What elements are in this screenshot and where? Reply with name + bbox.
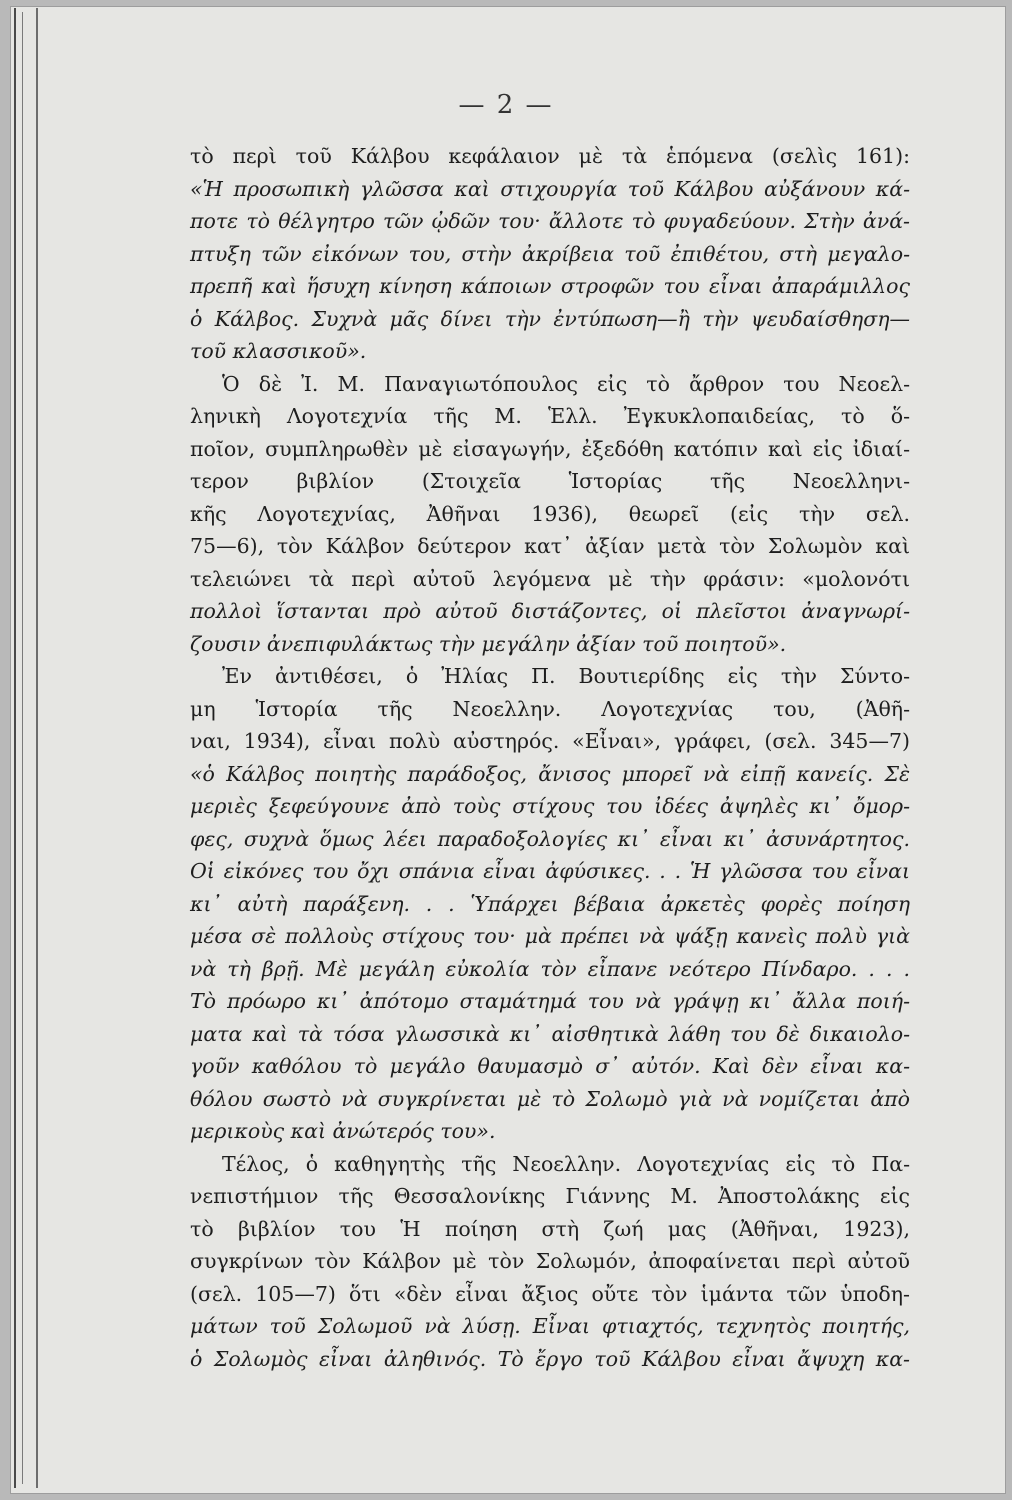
text-line: «Ἡ προσωπικὴ γλῶσσα καὶ στιχουργία τοῦ Κάλβου αὐξάνουν κά- [190,176,910,201]
text-line: πολλοὶ ἵστανται πρὸ αὐτοῦ διστάζοντες, οἱ πλεῖστοι ἀναγνωρί- [190,599,910,623]
text-line: νεπιστήμιον τῆς Θεσσαλονίκης Γιάννης Μ. Ἀποστολάκης εἰς [190,1184,910,1208]
text-line: Τέλος, ὁ καθηγητὴς τῆς Νεοελλην. Λογοτεχνίας εἰς τὸ Πα- [222,1151,910,1176]
text-line: ματα καὶ τὰ τόσα γλωσσικὰ κι᾽ αἰσθητικὰ λάθη του δὲ δικαιολο- [190,1021,910,1046]
text-line: συγκρίνων τὸν Κάλβον μὲ τὸν Σολωμόν, ἀποφαίνεται περὶ αὐτοῦ [190,1249,910,1273]
text-line: ὁ Σολωμὸς εἶναι ἀληθινός. Τὸ ἔργο τοῦ Κάλβου εἶναι ἄψυχη κα- [190,1346,910,1371]
text-line: μάτων τοῦ Σολωμοῦ νὰ λύσῃ. Εἶναι φτιαχτός, τεχνητὸς ποιητής, [190,1314,910,1338]
text-line: ποτε τὸ θέλγητρο τῶν ᾠδῶν του· ἄλλοτε τὸ φυγαδεύουν. Στὴν ἀνά- [190,209,910,233]
text-line: τελειώνει τὰ περὶ αὐτοῦ λεγόμενα μὲ τὴν φράσιν: «μολονότι [190,566,910,591]
text-line: κῆς Λογοτεχνίας, Ἀθῆναι 1936), θεωρεῖ (εἰς τὴν σελ. [190,501,910,526]
page-edges-inner [22,12,31,1484]
text-line: μέσα σὲ πολλοὺς στίχους του· μὰ πρέπει νὰ ψάξῃ κανεὶς πολὺ γιὰ [190,924,910,948]
text-line: κι᾽ αὐτὴ παράξενη. . . Ὑπάρχει βέβαια ἀρκετὲς φορὲς ποίηση [190,891,910,916]
text-line: τοῦ κλασσικοῦ». [190,339,367,363]
text-line: 75—6), τὸν Κάλβον δεύτερον κατ᾽ ἀξίαν μετὰ τὸν Σολωμὸν καὶ [190,534,910,558]
text-line: «ὁ Κάλβος ποιητὴς παράδοξος, ἄνισος μπορεῖ νὰ εἰπῇ κανείς. Σὲ [190,761,910,786]
text-line: Ὁ δὲ Ἰ. Μ. Παναγιωτόπουλος εἰς τὸ ἄρθρον του Νεοελ- [222,371,910,396]
text-line: (σελ. 105—7) ὅτι «δὲν εἶναι ἄξιος οὔτε τὸν ἱμάντα τῶν ὑποδη- [190,1281,910,1306]
text-line: ὁ Κάλβος. Συχνὰ μᾶς δίνει τὴν ἐντύπωση—ἢ τὴν ψευδαίσθηση— [190,306,910,331]
text-line: τὸ περὶ τοῦ Κάλβου κεφάλαιον μὲ τὰ ἑπόμενα (σελὶς 161): [190,144,910,168]
text-line: ναι, 1934), εἶναι πολὺ αὐστηρός. «Εἶναι», γράφει, (σελ. 345—7) [190,729,910,753]
text-line: μερικοὺς καὶ ἀνώτερός του». [190,1119,496,1143]
text-line: τὸ βιβλίον του Ἡ ποίηση στὴ ζωή μας (Ἀθῆναι, 1923), [190,1216,910,1241]
text-line: γοῦν καθόλου τὸ μεγάλο θαυμασμὸ σ᾽ αὐτόν. Καὶ δὲν εἶναι κα- [190,1054,910,1078]
text-line: πρεπῆ καὶ ἥσυχη κίνηση κάποιων στροφῶν του εἶναι ἀπαράμιλλος [190,274,910,298]
text-line: Οἱ εἰκόνες του ὄχι σπάνια εἶναι ἀφύσικες. . . Ἡ γλῶσσα του εἶναι [190,859,910,883]
text-line: ζουσιν ἀνεπιφυλάκτως τὴν μεγάλην ἀξίαν τοῦ ποιητοῦ». [190,631,787,656]
text-line: Ἐν ἀντιθέσει, ὁ Ἠλίας Π. Βουτιερίδης εἰς τὴν Σύντο- [222,664,910,688]
text-line: πτυξη τῶν εἰκόνων του, στὴν ἀκρίβεια τοῦ ἐπιθέτου, στὴ μεγαλο- [190,241,910,266]
text-line: ληνικὴ Λογοτεχνία τῆς Μ. Ἑλλ. Ἐγκυκλοπαιδείας, τὸ ὅ- [190,404,910,428]
text-line: μη Ἱστορία τῆς Νεοελλην. Λογοτεχνίας του, (Ἀθῆ- [190,696,910,721]
body-text [190,140,910,1375]
page-number: — 2 — [458,90,554,120]
text-line: θόλου σωστὸ νὰ συγκρίνεται μὲ τὸ Σολωμὸ γιὰ νὰ νομίζεται ἀπὸ [190,1086,910,1111]
text-line: νὰ τὴ βρῇ. Μὲ μεγάλη εὐκολία τὸν εἶπανε νεότερο Πίνδαρο. . . . [190,956,910,981]
text-line: φες, συχνὰ ὅμως λέει παραδοξολογίες κι᾽ εἶναι κι᾽ ἀσυνάρτητος. [190,826,910,851]
text-line: ποῖον, συμπληρωθὲν μὲ εἰσαγωγήν, ἐξεδόθη κατόπιν καὶ εἰς ἰδιαί- [190,436,910,461]
text-line: μεριὲς ξεφεύγουνε ἀπὸ τοὺς στίχους του ἰδέες ἀψηλὲς κι᾽ ὄμορ- [190,794,910,818]
text-line: Τὸ πρόωρο κι᾽ ἀπότομο σταμάτημά του νὰ γράψῃ κι᾽ ἄλλα ποιή- [190,989,910,1013]
text-line: τερον βιβλίον (Στοιχεῖα Ἱστορίας τῆς Νεοελληνι- [190,469,910,493]
